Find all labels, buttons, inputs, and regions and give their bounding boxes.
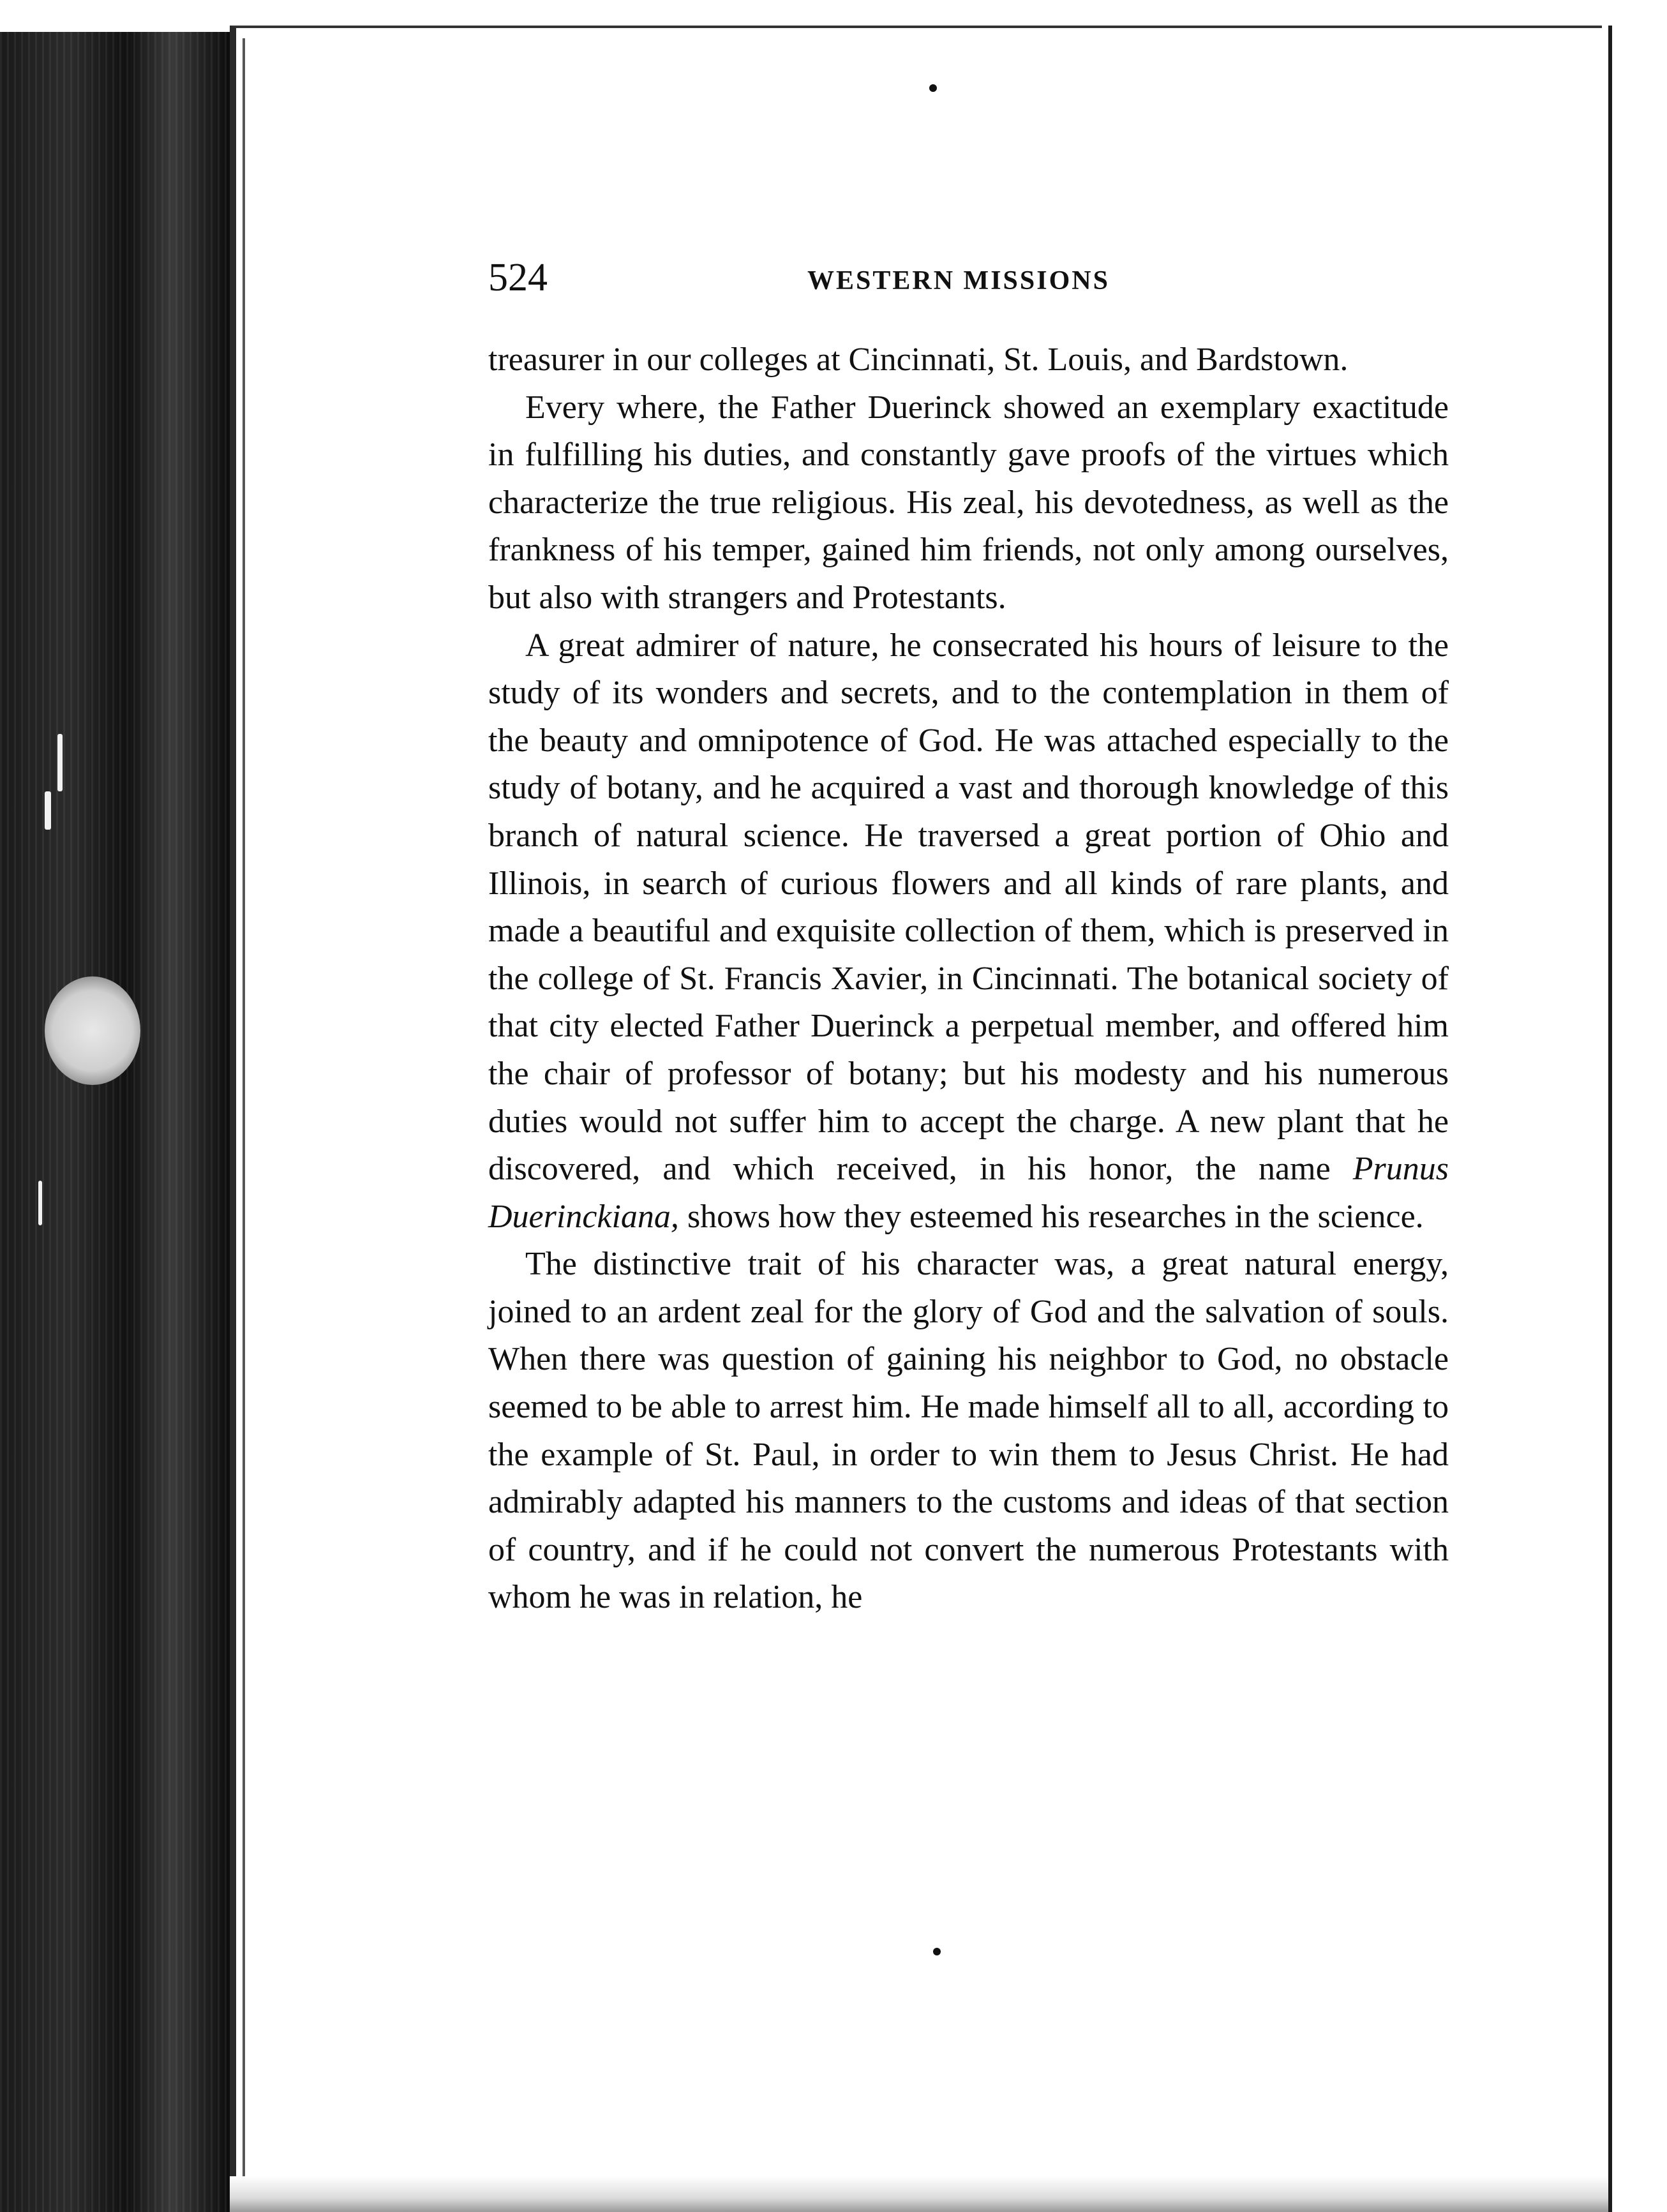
page-number: 524 xyxy=(488,256,548,299)
next-page-edge xyxy=(1608,26,1667,2212)
book-spine-edge xyxy=(0,0,230,2212)
body-text xyxy=(488,336,1449,1622)
paragraph-3 xyxy=(488,622,1449,1241)
paragraph-3-end: shows how they esteemed his researches in the science. xyxy=(687,1198,1424,1235)
page-gutter-line xyxy=(243,38,245,2195)
paragraph-1: treasurer in our colleges at Cincinnati, St. Louis, and Bardstown. xyxy=(488,341,1349,378)
page-header xyxy=(488,249,1449,306)
plant-name: Prunus Duerinckiana, xyxy=(488,1151,1449,1235)
edge-scratch xyxy=(45,791,51,830)
paragraph-4: The distinctive trait of his character was, a great natural energy, joined to an ardent zeal for the glory of God and the salvation of souls. When there was question of gaining his neighbor to God, no obstacle seemed to be able to arrest him. He made himself all to all, according to the example of St. Paul, in order to win them to Jesus Christ. He had admirably adapted his manners to the customs and ideas of that section of country, and if he could not convert the numerous Protestants with whom he was in relation, he xyxy=(488,1246,1449,1616)
edge-scratch xyxy=(57,734,63,791)
running-head: WESTERN MISSIONS xyxy=(807,266,1110,295)
paper-blemish xyxy=(45,976,140,1085)
paragraph-2: Every where, the Father Duerinck showed an exemplary exactitude in fulfilling his duties, and constantly gave proofs of the virtues which characterize the true religious. His zeal, his devotedness, as well as the frankness of his temper, gained him friends, not only among ourselves, but also with strangers and Protestants. xyxy=(488,389,1449,616)
paragraph-3-text: A great admirer of nature, he consecrated his hours of leisure to the study of its wonders and secrets, and to the contemplation in them of the beauty and omnipotence of God. He was attached especially to the study of botany, and he acquired a vast and thorough knowledge of this branch of natural science. He traversed a great portion of Ohio and Illinois, in search of curious flowers and all kinds of rare plants, and made a beautiful and exquisite collection of them, which is preserved in the college of St. Francis Xavier, in Cincinnati. The botanical society of that city elected Father Duerinck a perpetual member, and offered him the chair of professor of botany; but his modesty and his numerous duties would not suffer him to accept the charge. A new plant that he discovered, and which received, in his honor, the name xyxy=(488,627,1449,1188)
scan-speck xyxy=(929,84,937,92)
edge-scratch xyxy=(38,1181,42,1225)
page-bottom-shadow xyxy=(230,2176,1608,2212)
scan-speck xyxy=(933,1948,941,1955)
